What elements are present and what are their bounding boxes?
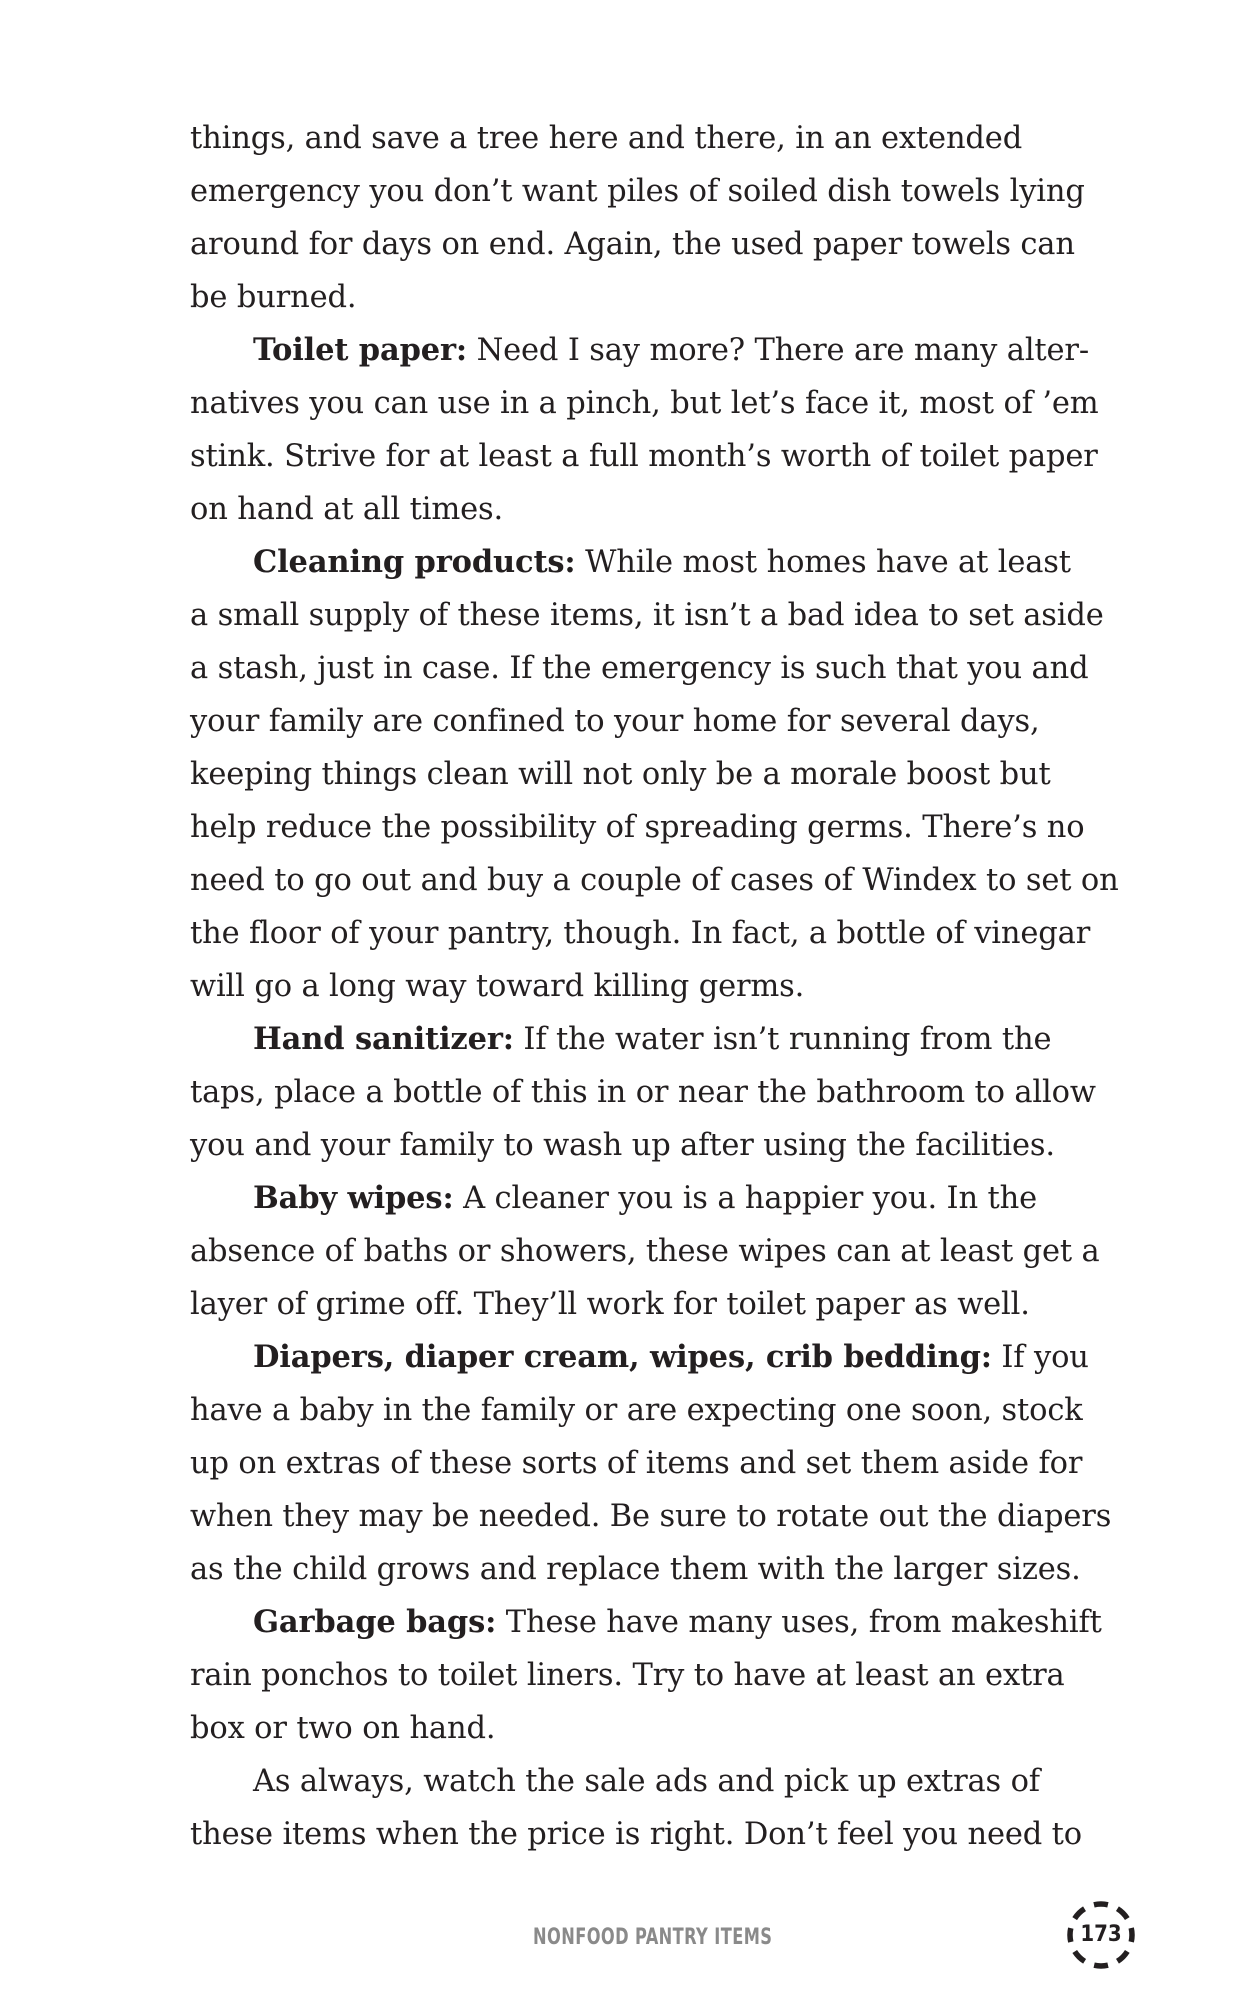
entry-text: If the water isn’t running from the <box>513 1022 1052 1057</box>
entry-term: Baby wipes: <box>253 1180 454 1216</box>
entry-term: Hand sanitizer: <box>253 1021 514 1057</box>
text-line: absence of baths or showers, these wipes can at least get a <box>190 1234 1100 1269</box>
text-line: you and your family to wash up after using the facilities. <box>190 1128 1055 1163</box>
entry-text: Need I say more? There are many alter- <box>467 333 1090 368</box>
page-number-badge <box>1064 1895 1138 1975</box>
running-footer-title: NONFOOD PANTRY ITEMS <box>533 1925 773 1950</box>
entry-term: Garbage bags: <box>253 1604 497 1640</box>
text-line: a small supply of these items, it isn’t a bad idea to set aside <box>190 598 1104 633</box>
entry-term: Diapers, diaper cream, wipes, crib bedding: <box>253 1339 992 1375</box>
text-line: keeping things clean will not only be a morale boost but <box>190 757 1051 792</box>
entry-term: Cleaning products: <box>253 544 576 580</box>
entry-text: While most homes have at least <box>575 545 1071 580</box>
text-line: up on extras of these sorts of items and set them aside for <box>190 1446 1083 1481</box>
paragraph-start: As always, watch the sale ads and pick up extras of <box>253 1764 1040 1799</box>
text-line: be burned. <box>190 280 357 315</box>
entry-garbage-bags <box>190 1596 1150 1649</box>
text-line: taps, place a bottle of this in or near the bathroom to allow <box>190 1075 1096 1110</box>
entry-text: These have many uses, from makeshift <box>496 1605 1102 1640</box>
text-line: need to go out and buy a couple of cases of Windex to set on <box>190 863 1119 898</box>
entry-baby-wipes <box>190 1172 1150 1225</box>
entry-text: A cleaner you is a happier you. In the <box>453 1181 1037 1216</box>
entry-toilet-paper <box>190 324 1150 377</box>
text-line: on hand at all times. <box>190 492 504 527</box>
text-line: box or two on hand. <box>190 1711 496 1746</box>
entry-diapers <box>190 1331 1150 1384</box>
text-line: will go a long way toward killing germs. <box>190 969 805 1004</box>
text-line: layer of grime off. They’ll work for toilet paper as well. <box>190 1287 1030 1322</box>
text-line: have a baby in the family or are expecting one soon, stock <box>190 1393 1083 1428</box>
text-line: help reduce the possibility of spreading germs. There’s no <box>190 810 1085 845</box>
entry-text: If you <box>991 1340 1089 1375</box>
entry-cleaning-products <box>190 536 1150 589</box>
entry-hand-sanitizer <box>190 1013 1150 1066</box>
body-text <box>190 112 1150 1861</box>
text-line: stink. Strive for at least a full month’s worth of toilet paper <box>190 439 1098 474</box>
text-line: the floor of your pantry, though. In fact, a bottle of vinegar <box>190 916 1091 951</box>
text-line: as the child grows and replace them with the larger sizes. <box>190 1552 1081 1587</box>
entry-term: Toilet paper: <box>253 332 468 368</box>
text-line: rain ponchos to toilet liners. Try to have at least an extra <box>190 1658 1065 1693</box>
text-line: emergency you don’t want piles of soiled dish towels lying <box>190 174 1085 209</box>
page-number: 173 <box>1080 1922 1122 1947</box>
text-line: things, and save a tree here and there, in an extended <box>190 121 1023 156</box>
text-line: these items when the price is right. Don’t feel you need to <box>190 1817 1083 1852</box>
text-line: around for days on end. Again, the used paper towels can <box>190 227 1075 262</box>
text-line: when they may be needed. Be sure to rotate out the diapers <box>190 1499 1112 1534</box>
text-line: a stash, just in case. If the emergency is such that you and <box>190 651 1089 686</box>
text-line: natives you can use in a pinch, but let’s face it, most of ’em <box>190 386 1099 421</box>
text-line: your family are confined to your home for several days, <box>190 704 1040 739</box>
